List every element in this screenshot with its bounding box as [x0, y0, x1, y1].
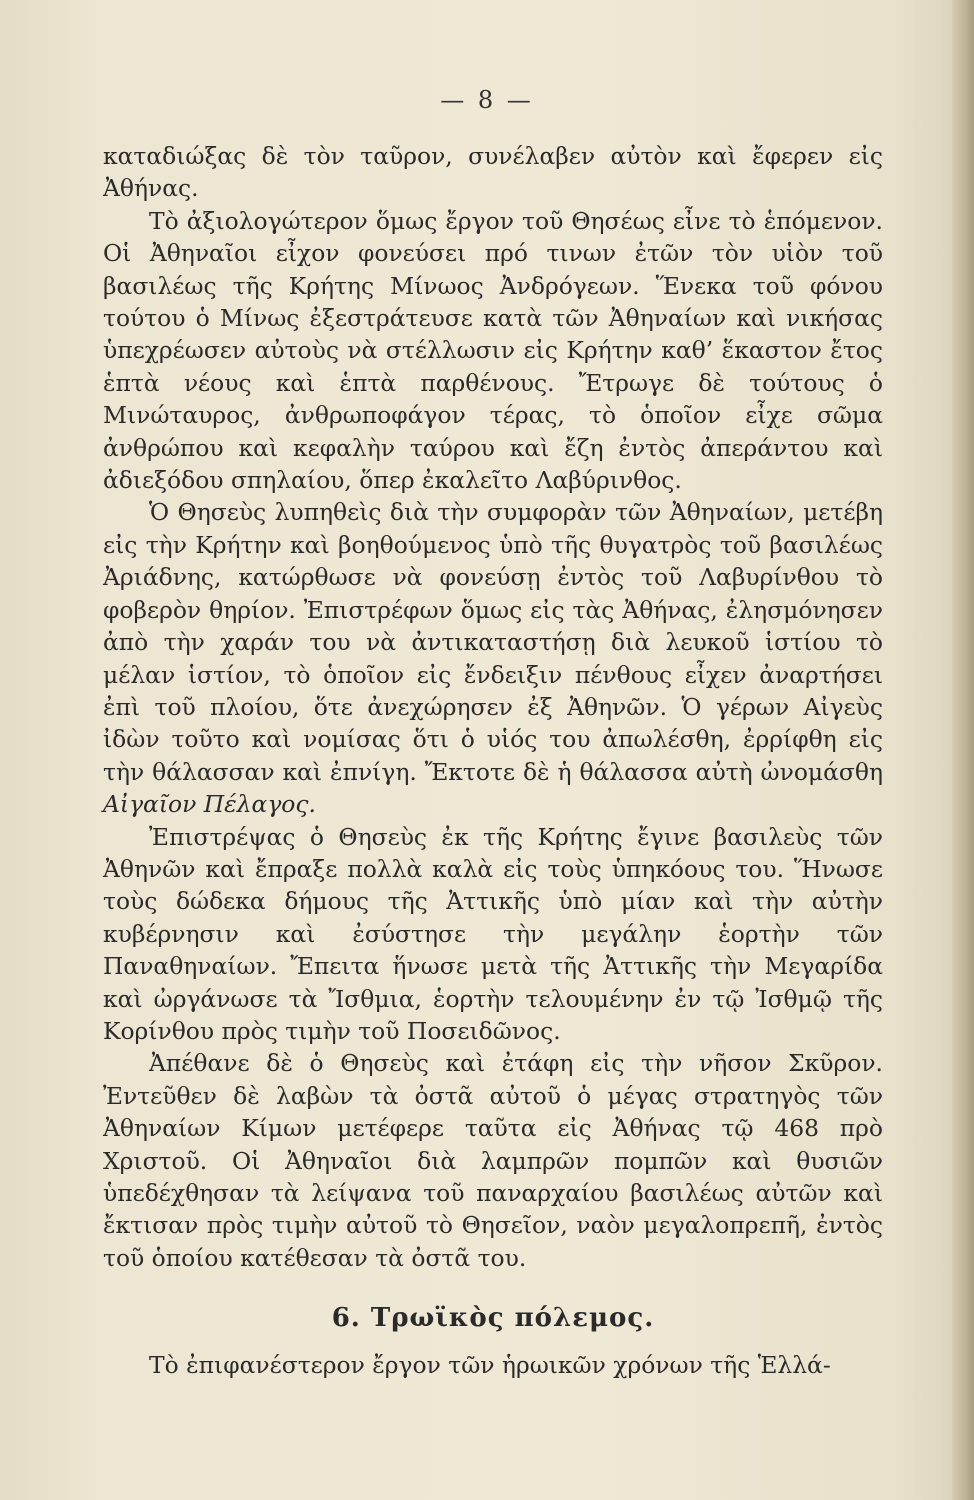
paragraph-6: Τὸ ἐπιφανέστερον ἔργον τῶν ἡρωικῶν χρόνων τῆς Ἑλλά- [149, 1350, 831, 1379]
paragraph-1: καταδιώξας δὲ τὸν ταῦρον, συνέλαβεν αὐτὸν καὶ ἔφερεν εἰς Ἀθήνας. [103, 142, 883, 203]
body-text [103, 140, 883, 1381]
paragraph-4: Ἐπιστρέψας ὁ Θησεὺς ἐκ τῆς Κρήτης ἔγινε βασιλεὺς τῶν Ἀθηνῶν καὶ ἔπραξε πολλὰ καλὰ εἰς τοὺς ὑπηκόους του. Ἥνωσε τοὺς δώδεκα δήμους τῆς Ἀττικῆς ὑπὸ μίαν καὶ τὴν αὐτὴν κυβέρνησιν καὶ ἐσύστησε τὴν μεγάλην ἑορτὴν τῶν Παναθηναίων. Ἔπειτα ἥνωσε μετὰ τῆς Ἀττικῆς τὴν Μεγαρίδα καὶ ὠργάνωσε τὰ Ἴσθμια, ἑορτὴν τελουμένην ἐν τῷ Ἰσθμῷ τῆς Κορίνθου πρὸς τιμὴν τοῦ Ποσειδῶνος. [103, 822, 883, 1045]
paragraph-2: Τὸ ἀξιολογώτερον ὅμως ἔργον τοῦ Θησέως εἶνε τὸ ἑπόμενον. Οἱ Ἀθηναῖοι εἶχον φονεύσει πρό τινων ἐτῶν τὸν υἱὸν τοῦ βασιλέως τῆς Κρήτης Μίνωος Ἀνδρόγεων. Ἕνεκα τοῦ φόνου τούτου ὁ Μίνως ἐξεστράτευσε κατὰ τῶν Ἀθηναίων καὶ νικήσας ὑπεχρέωσεν αὐτοὺς νὰ στέλλωσιν εἰς Κρήτην καθ’ ἕκαστον ἔτος ἑπτὰ νέους καὶ ἑπτὰ παρθένους. Ἔτρωγε δὲ τούτους ὁ Μινώταυρος, ἀνθρωποφάγον τέρας, τὸ ὁποῖον εἶχε σῶμα ἀνθρώπου καὶ κεφαλὴν ταύρου καὶ ἔζη ἐντὸς ἀπεράντου καὶ ἀδιεξόδου σπηλαίου, ὅπερ ἐκαλεῖτο Λαβύρινθος. [103, 206, 883, 495]
paragraph-3-text: Ὁ Θησεὺς λυπηθεὶς διὰ τὴν συμφορὰν τῶν Ἀθηναίων, μετέβη εἰς τὴν Κρήτην καὶ βοηθούμενος ὑπὸ τῆς θυγατρὸς τοῦ βασιλέως Ἀριάδνης, κατώρθωσε νὰ φονεύσῃ ἐντὸς τοῦ Λαβυρίνθου τὸ φοβερὸν θηρίον. Ἐπιστρέφων ὅμως εἰς τὰς Ἀθήνας, ἐλησμόνησεν ἀπὸ τὴν χαράν του νὰ ἀντικαταστήσῃ διὰ λευκοῦ ἱστίου τὸ μέλαν ἱστίον, τὸ ὁποῖον εἰς ἔνδειξιν πένθους εἶχεν ἀναρτήσει ἐπὶ τοῦ πλοίου, ὅτε ἀνεχώρησεν ἐξ Ἀθηνῶν. Ὁ γέρων Αἰγεὺς ἰδὼν τοῦτο καὶ νομίσας ὅτι ὁ υἱός του ἀπωλέσθη, ἐρρίφθη εἰς τὴν θάλασσαν καὶ ἐπνίγη. Ἔκτοτε δὲ ἡ θάλασσα αὐτὴ ὠνομάσθη [103, 498, 883, 786]
paragraph-3 [103, 496, 883, 820]
aegean-sea-term: Αἰγαῖον Πέλαγος. [103, 790, 316, 819]
page-edge [952, 0, 974, 1500]
section-heading: 6. Τρωϊκὸς πόλεμος. [331, 1303, 655, 1334]
page-number: — 8 — [440, 86, 534, 114]
paragraph-5: Ἀπέθανε δὲ ὁ Θησεὺς καὶ ἐτάφη εἰς τὴν νῆσον Σκῦρον. Ἐντεῦθεν δὲ λαβὼν τὰ ὀστᾶ αὐτοῦ ὁ μέγας στρατηγὸς τῶν Ἀθηναίων Κίμων μετέφερε ταῦτα εἰς Ἀθήνας τῷ 468 πρὸ Χριστοῦ. Οἱ Ἀθηναῖοι διὰ λαμπρῶν πομπῶν καὶ θυσιῶν ὑπεδέχθησαν τὰ λείψανα τοῦ παναρχαίου βασιλέως αὐτῶν καὶ ἔκτισαν πρὸς τιμὴν αὐτοῦ τὸ Θησεῖον, ναὸν μεγαλοπρεπῆ, ἐντὸς τοῦ ὁποίου κατέθεσαν τὰ ὀστᾶ του. [103, 1049, 883, 1272]
